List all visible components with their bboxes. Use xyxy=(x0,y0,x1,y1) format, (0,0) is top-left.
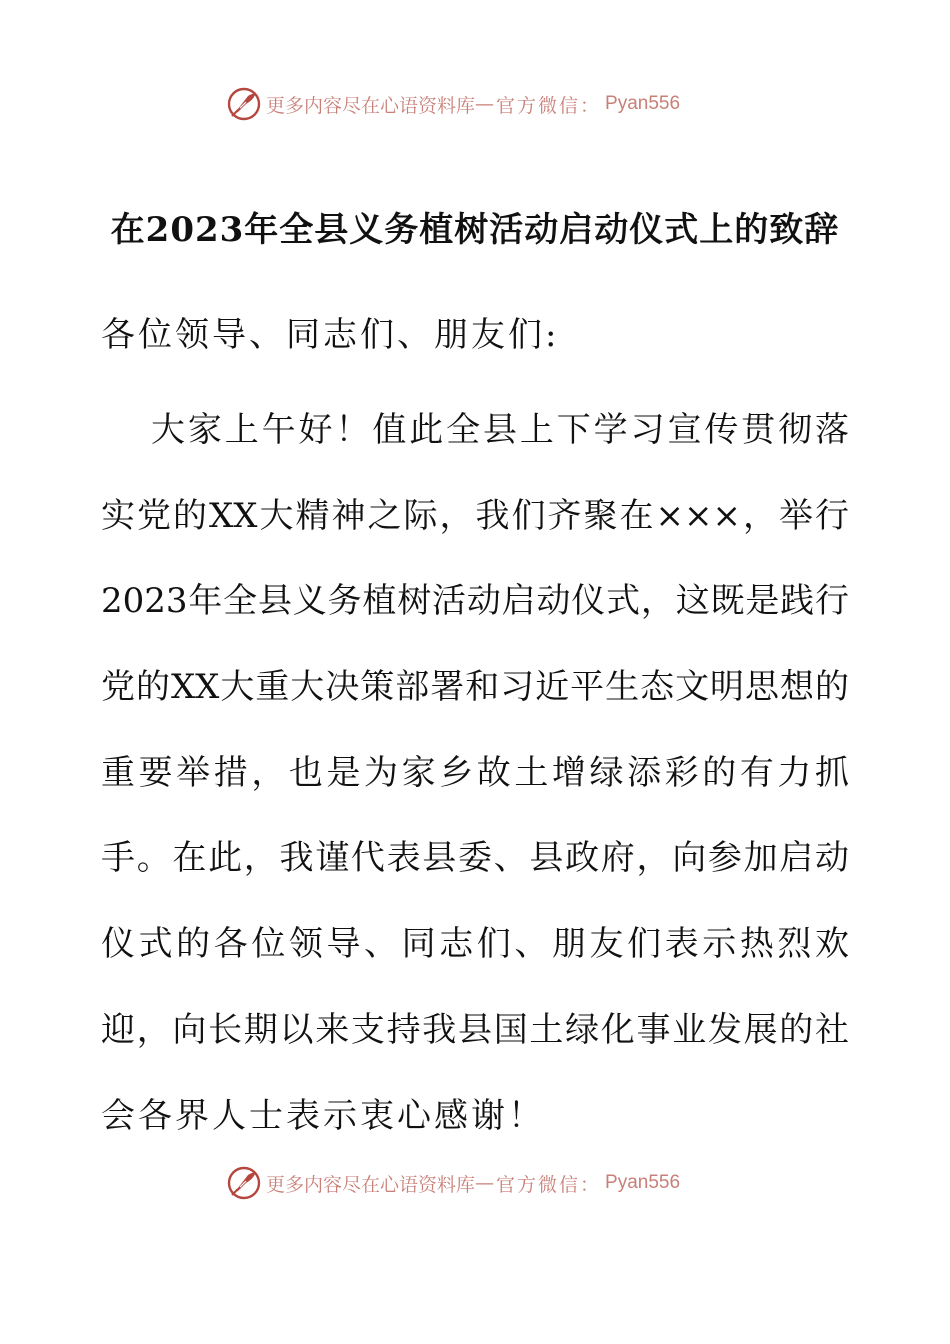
salutation: 各位领导、同志们、朋友们: xyxy=(101,315,560,355)
body-line: 手。在此，我谨代表县委、县政府，向参加启动 xyxy=(101,838,849,878)
body-line: 实党的XX大精神之际，我们齐聚在×××，举行 xyxy=(101,496,849,536)
watermark-wechat-id: Pyan556 xyxy=(605,93,681,114)
watermark-dash: — xyxy=(475,1172,495,1194)
body-line: 会各界人士表示衷心感谢！ xyxy=(101,1096,545,1136)
watermark-dash: — xyxy=(475,93,495,115)
header-watermark xyxy=(226,84,680,124)
body-line: 大家上午好！值此全县上下学习宣传贯彻落 xyxy=(151,410,849,450)
quill-logo-icon xyxy=(226,86,262,122)
body-line: 2023年全县义务植树活动启动仪式，这既是践行 xyxy=(101,581,849,621)
body-line: 重要举措，也是为家乡故土增绿添彩的有力抓 xyxy=(101,753,849,793)
quill-logo-icon xyxy=(226,1165,262,1201)
body-line: 迎，向长期以来支持我县国土绿化事业发展的社 xyxy=(101,1010,849,1050)
watermark-sub-text: 官方微信： xyxy=(496,94,602,117)
watermark-wechat-id: Pyan556 xyxy=(605,1172,681,1193)
body-line: 党的XX大重大决策部署和习近平生态文明思想的 xyxy=(101,667,849,707)
footer-watermark xyxy=(226,1163,680,1203)
watermark-sub-text: 官方微信： xyxy=(496,1173,602,1196)
body-line: 仪式的各位领导、同志们、朋友们表示热烈欢 xyxy=(101,924,849,964)
document-title: 在2023年全县义务植树活动启动仪式上的致辞 xyxy=(110,210,840,250)
watermark-main-text: 更多内容尽在心语资料库 xyxy=(266,94,476,117)
watermark-main-text: 更多内容尽在心语资料库 xyxy=(266,1173,476,1196)
